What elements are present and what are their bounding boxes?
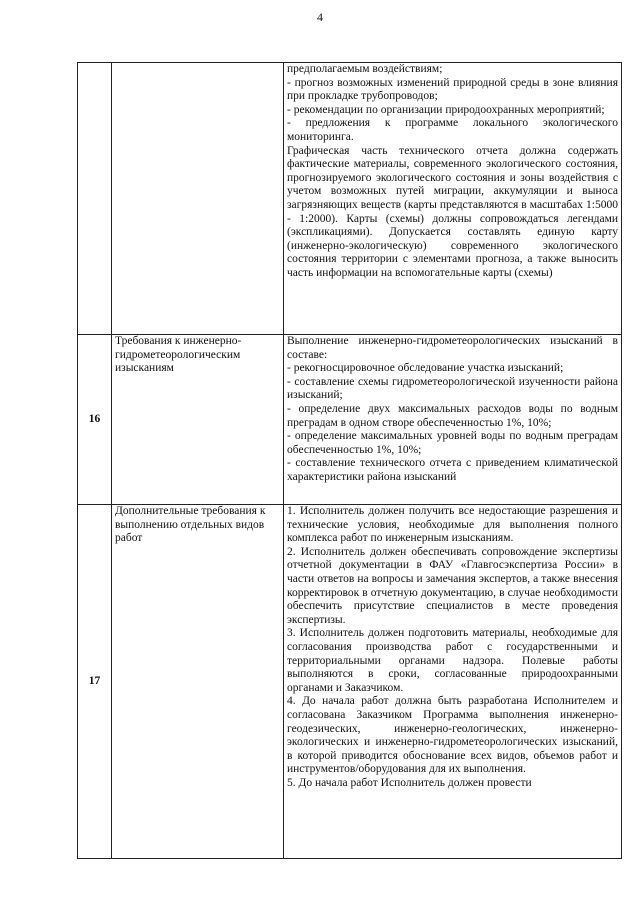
description-line: - предложения к программе локального экологического мониторинга. — [287, 117, 618, 143]
table-row — [78, 505, 622, 859]
requirement-name: Требования к инженерно-гидрометеорологическим изысканиям — [112, 335, 284, 505]
description-line: - рекомендации по организации природоохранных мероприятий; — [287, 103, 605, 116]
requirement-description — [284, 505, 622, 859]
description-line: - прогноз возможных изменений природной среды в зоне влияния при прокладке трубопроводов; — [287, 76, 618, 103]
description-line: - составление схемы гидрометеорологической изученности района изысканий; — [287, 375, 618, 402]
description-line: 1. Исполнитель должен получить все недостающие разрешения и технические условия, необходимые для выполнения полного комплекса работ по инженерным изысканиям. — [287, 505, 618, 545]
requirement-description — [284, 335, 622, 505]
description-line: Графическая часть технического отчета должна содержать фактические материалы, современного экологического состояния, прогнозируемого экологического состояния и зоны воздействия с учетом возможных путей миграции, аккумуляции и выноса загрязняющих веществ (карты представляются в масштабах 1:5000 - 1:2000). Карты (схемы) должны сопровождаться легендами (экспликациями). Допускается составлять единую карту (инженерно-экологическую) современного экологического состояния территории с элементами прогноза, а также выносить часть информации на вспомогательные карты (схемы) — [287, 144, 618, 279]
description-line: предполагаемым воздействиям; — [287, 63, 443, 75]
description-line: 4. До начала работ должна быть разработана Исполнителем и согласована Заказчиком Программа выполнения инженерно-геодезических, инженерно-геологических, инженерно-экологических и инженерно-гидрометеорологических изысканий, в которой приводится обоснование всех видов, объемов работ и инструментов/оборудования для их выполнения. — [287, 695, 618, 776]
table-row — [78, 335, 622, 505]
description-line: - определение максимальных уровней воды по водным преградам обеспеченностью 1%, 10%; — [287, 430, 618, 456]
description-line: - рекогносцировочное обследование участка изысканий; — [287, 362, 564, 375]
page-number: 4 — [317, 10, 323, 24]
row-number — [78, 63, 112, 335]
description-line: - составление технического отчета с приведением климатической характеристики района изысканий — [287, 457, 618, 483]
description-line: 3. Исполнитель должен подготовить материалы, необходимые для согласования производства работ с государственными и территориальными органами надзора. Полевые работы выполняются в сроки, согласованные природоохранными органами и Заказчиком. — [287, 627, 618, 694]
description-line: - определение двух максимальных расходов воды по водным преградам в одном створе обеспеченностью 1%, 10%; — [287, 402, 618, 429]
description-line: 5. До начала работ Исполнитель должен провести — [287, 776, 532, 789]
description-line: 2. Исполнитель должен обеспечивать сопровождение экспертизы отчетной документации в ФАУ «Главгосэкспертиза России» в части ответов на вопросы и замечания экспертов, а также внесения корректировок в отчетную документацию, в случае необходимости обеспечить присутствие специалистов в месте проведения экспертизы. — [287, 545, 618, 626]
requirement-description — [284, 63, 622, 335]
requirement-name: Дополнительные требования к выполнению отдельных видов работ — [112, 505, 284, 859]
row-number: 17 — [78, 505, 112, 859]
description-line: Выполнение инженерно-гидрометеорологических изысканий в составе: — [287, 335, 618, 361]
requirements-table — [77, 62, 622, 859]
table-row — [78, 63, 622, 335]
requirement-name — [112, 63, 284, 335]
row-number: 16 — [78, 335, 112, 505]
